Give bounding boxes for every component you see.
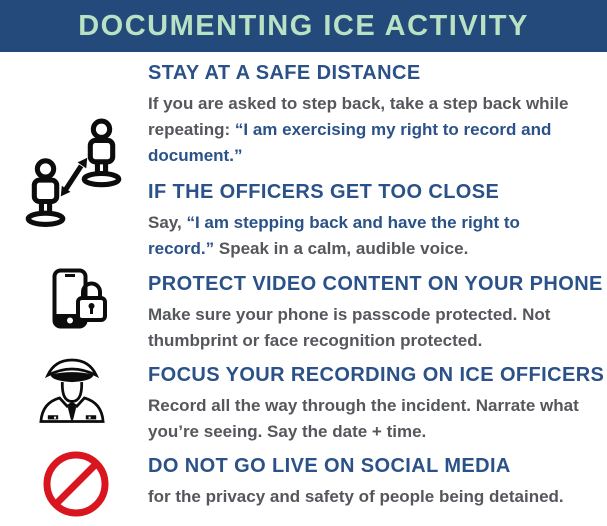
section-heading: STAY AT A SAFE DISTANCE [148, 62, 421, 84]
section-body [148, 210, 580, 262]
section-body [148, 484, 607, 510]
section-safe-distance [148, 62, 607, 169]
section-body [148, 91, 580, 169]
section-officers-too-close [148, 181, 607, 262]
body-text-segment: Say, [148, 213, 187, 232]
section-heading: PROTECT VIDEO CONTENT ON YOUR PHONE [148, 273, 603, 295]
body-text-segment: for the privacy and safety of people being detained. [148, 487, 564, 506]
body-text-segment: Speak in a calm, audible voice. [214, 239, 469, 258]
section-body [148, 393, 580, 445]
body-text-segment: If you are asked to step back, take a step back while repeating: [148, 94, 569, 139]
police-officer-icon [34, 354, 110, 424]
social-distance-icon [16, 116, 130, 230]
section-protect-video [148, 273, 607, 354]
section-heading: DO NOT GO LIVE ON SOCIAL MEDIA [148, 455, 511, 477]
phone-lock-icon [52, 268, 108, 334]
body-text-segment: Make sure your phone is passcode protected. Not thumbprint or face recognition protected. [148, 305, 551, 350]
section-heading: FOCUS YOUR RECORDING ON ICE OFFICERS [148, 364, 605, 386]
section-focus-recording [148, 364, 607, 445]
section-no-live [148, 455, 607, 510]
section-body [148, 302, 580, 354]
body-text-segment: Record all the way through the incident. Narrate what you’re seeing. Say the date + time. [148, 396, 579, 441]
body-text-segment: “I am exercising my right to record and document.” [148, 120, 552, 165]
poster-title: DOCUMENTING ICE ACTIVITY [78, 9, 529, 42]
poster-header [0, 0, 607, 52]
no-sign-icon [40, 448, 112, 520]
section-heading: IF THE OFFICERS GET TOO CLOSE [148, 181, 500, 203]
body-text-segment: “I am stepping back and have the right to record.” [148, 213, 520, 258]
